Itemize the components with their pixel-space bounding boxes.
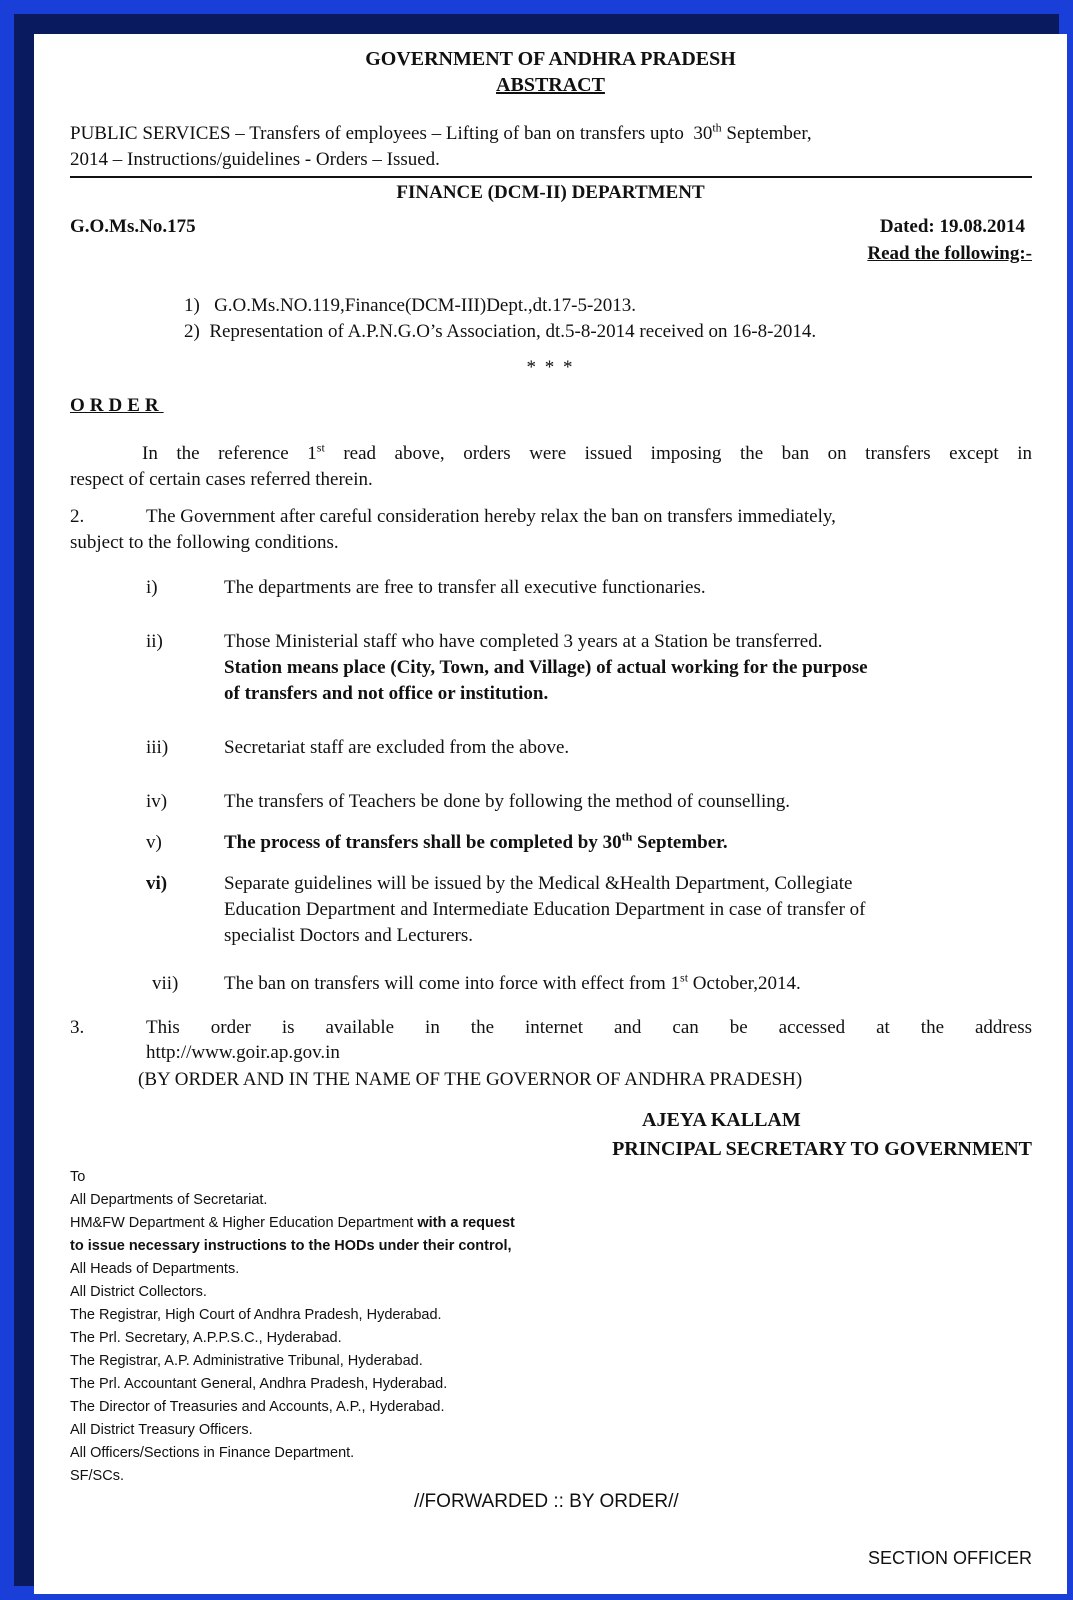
para-3-line-1: This order is available in the internet and can be accessed at the address (146, 1017, 1032, 1038)
recipient-item: All Heads of Departments. (70, 1261, 240, 1277)
department-heading: FINANCE (DCM-II) DEPARTMENT (396, 182, 705, 203)
recipient-item: The Prl. Accountant General, Andhra Pradesh, Hyderabad. (70, 1376, 448, 1392)
condition-6-line-1: Separate guidelines will be issued by the Medical &Health Department, Collegiate (224, 873, 853, 894)
recipient-item: All District Collectors. (70, 1284, 207, 1300)
section-officer-label: SECTION OFFICER (867, 1548, 1032, 1568)
signatory-name: AJEYA KALLAM (642, 1109, 801, 1131)
reference-1: 1) G.O.Ms.NO.119,Finance(DCM-III)Dept.,dt.17-5-2013. (184, 295, 637, 316)
para-3-url: http://www.goir.ap.gov.in (146, 1042, 340, 1063)
go-number: G.O.Ms.No.175 (70, 216, 196, 237)
recipient-item: HM&FW Department & Higher Education Department with a request (70, 1215, 515, 1231)
condition-4-text: The transfers of Teachers be done by following the method of counselling. (224, 791, 791, 812)
recipient-item: The Registrar, A.P. Administrative Tribunal, Hyderabad. (70, 1353, 423, 1369)
condition-5-number: v) (146, 832, 162, 853)
document-page (34, 34, 1067, 1594)
recipient-item: The Registrar, High Court of Andhra Pradesh, Hyderabad. (70, 1307, 442, 1323)
para-2-number: 2. (70, 506, 85, 527)
recipient-list (70, 1166, 515, 1488)
date-label: Dated: 19.08.2014 (879, 216, 1025, 237)
condition-3-number: iii) (146, 737, 169, 758)
condition-4-number: iv) (146, 791, 168, 812)
para-3-number: 3. (70, 1017, 85, 1038)
condition-2-number: ii) (146, 631, 163, 652)
para-1-line-1: In the reference 1st read above, orders were issued imposing the ban on transfers except in (142, 440, 1033, 464)
subject-line-2: 2014 – Instructions/guidelines - Orders – Issued. (70, 149, 440, 170)
para-2-line-1: The Government after careful consideration hereby relax the ban on transfers immediately, (146, 506, 836, 527)
recipient-item: The Prl. Secretary, A.P.P.S.C., Hyderabad. (70, 1330, 342, 1346)
by-order-line: (BY ORDER AND IN THE NAME OF THE GOVERNOR OF ANDHRA PRADESH) (138, 1069, 803, 1090)
to-label: To (70, 1169, 86, 1185)
condition-1-text: The departments are free to transfer all executive functionaries. (224, 577, 706, 598)
condition-1-number: i) (146, 577, 158, 598)
read-following-label: Read the following:- (867, 243, 1032, 264)
header-rule (70, 176, 1032, 178)
condition-5-text: The process of transfers shall be completed by 30th September. (224, 829, 728, 853)
subject-line-1: PUBLIC SERVICES – Transfers of employees – Lifting of ban on transfers upto 30th September, (70, 120, 812, 144)
condition-2-bold-line-1: Station means place (City, Town, and Village) of actual working for the purpose (224, 657, 868, 678)
recipient-item: SF/SCs. (70, 1468, 124, 1484)
abstract-heading: ABSTRACT (496, 74, 605, 96)
recipient-item: All Departments of Secretariat. (70, 1192, 268, 1208)
recipient-item: All District Treasury Officers. (70, 1422, 253, 1438)
separator: * * * (526, 357, 575, 378)
signatory-title: PRINCIPAL SECRETARY TO GOVERNMENT (612, 1138, 1032, 1160)
recipient-item: All Officers/Sections in Finance Department. (70, 1445, 355, 1461)
condition-2-bold-line-2: of transfers and not office or institution. (224, 683, 549, 704)
reference-2: 2) Representation of A.P.N.G.O’s Association, dt.5-8-2014 received on 16-8-2014. (184, 321, 817, 342)
condition-6-line-3: specialist Doctors and Lecturers. (224, 925, 474, 946)
para-1-line-2: respect of certain cases referred therein. (70, 469, 373, 490)
recipient-item: to issue necessary instructions to the HODs under their control, (70, 1238, 512, 1254)
condition-2-text: Those Ministerial staff who have completed 3 years at a Station be transferred. (224, 631, 823, 652)
condition-3-text: Secretariat staff are excluded from the above. (224, 737, 570, 758)
order-title: ORDER (70, 395, 164, 416)
document-frame (14, 14, 1059, 1586)
para-2-line-2: subject to the following conditions. (70, 532, 339, 553)
condition-6-line-2: Education Department and Intermediate Education Department in case of transfer of (224, 899, 866, 920)
forwarded-line: //FORWARDED :: BY ORDER// (414, 1491, 679, 1512)
government-heading: GOVERNMENT OF ANDHRA PRADESH (365, 48, 736, 70)
recipient-item: The Director of Treasuries and Accounts, A.P., Hyderabad. (70, 1399, 445, 1415)
condition-7-number: vii) (152, 973, 179, 994)
condition-7-text: The ban on transfers will come into force with effect from 1st October,2014. (224, 970, 801, 994)
condition-6-number: vi) (146, 873, 168, 894)
